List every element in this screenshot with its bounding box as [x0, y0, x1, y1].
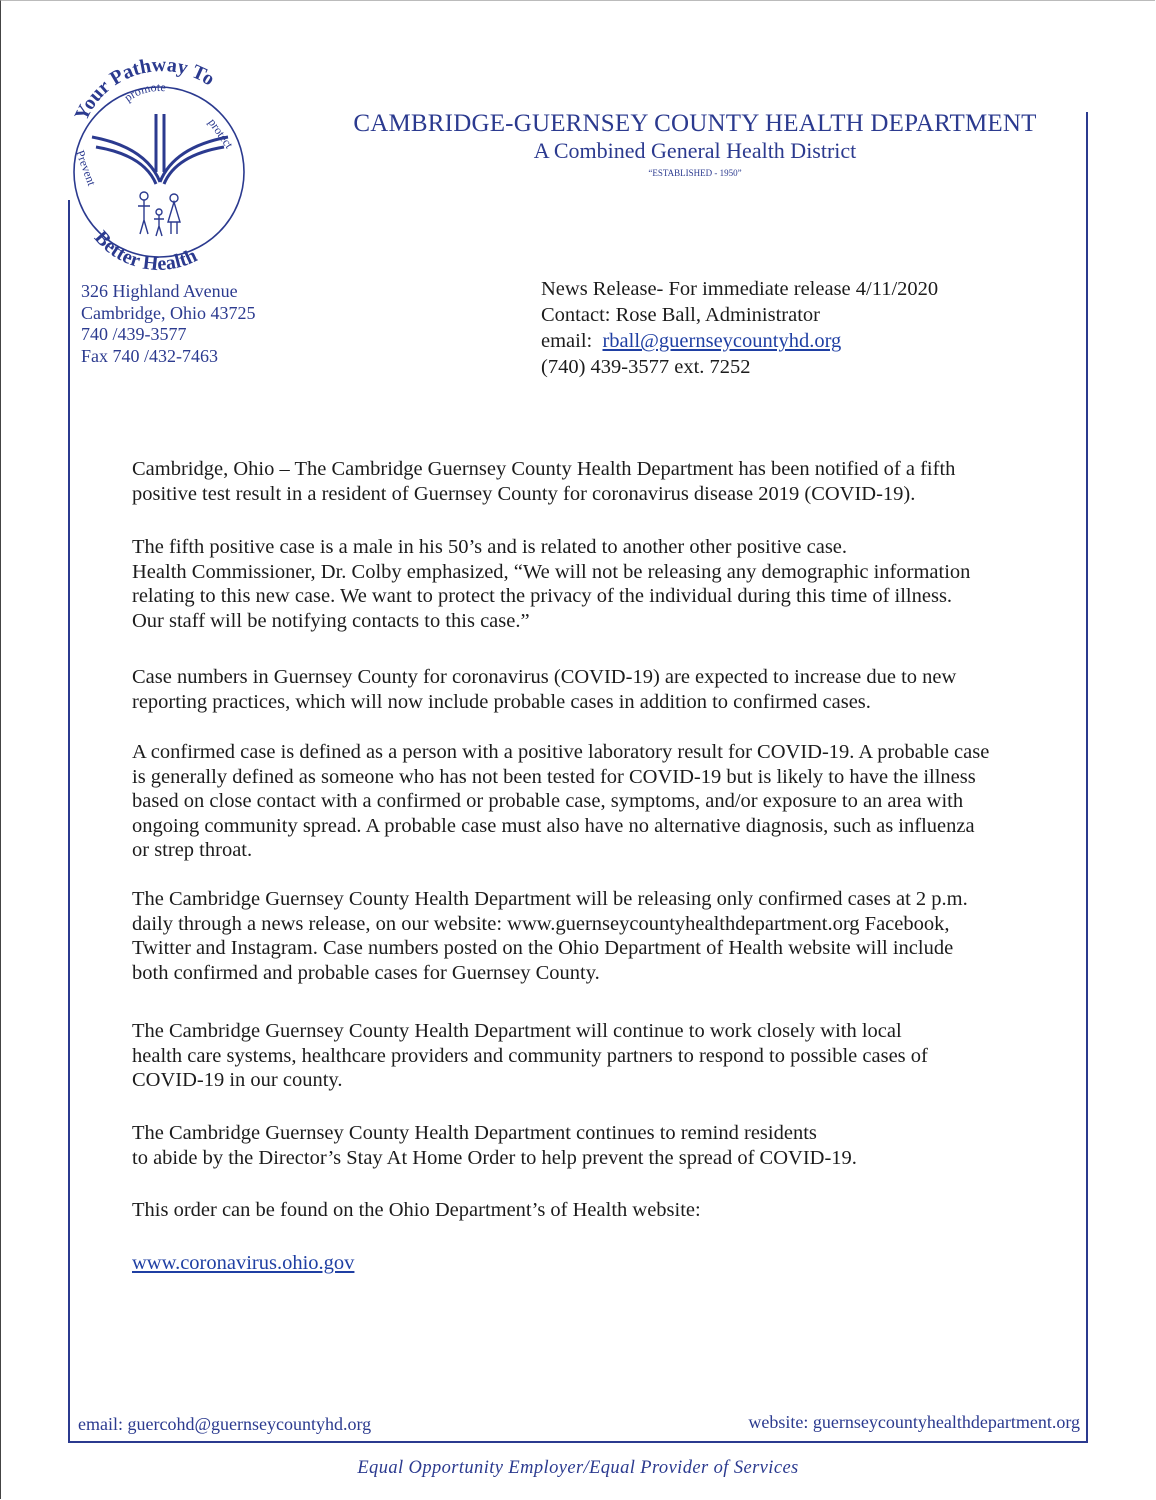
letterhead-right-rule [1086, 112, 1088, 1442]
logo-top-text: Your Pathway To [70, 53, 219, 125]
contact-phone-line: (740) 439-3577 ext. 7252 [541, 356, 751, 378]
footer-equal-opportunity: Equal Opportunity Employer/Equal Provider of Services [357, 1458, 799, 1478]
paragraph-5: The Cambridge Guernsey County Health Department will be releasing only confirmed cases at 2 p.m. daily through a news release, on our website: www.guernseycountyhealthdepartment.org Facebook, Twitter and Instagram. Case numbers posted on the Ohio Department of Health website will include both confirmed and probable cases for Guernsey County. [132, 888, 968, 984]
address-line: 326 Highland Avenue [81, 281, 238, 301]
email-label: email: [541, 330, 603, 352]
paragraph-6: The Cambridge Guernsey County Health Department will continue to work closely with local health care systems, healthcare providers and community partners to respond to possible cases of COVID-19 in our county. [132, 1020, 928, 1091]
contact-email-line [541, 328, 938, 354]
paragraph-3: Case numbers in Guernsey County for coronavirus (COVID-19) are expected to increase due to new reporting practices, which will now include probable cases in addition to confirmed cases. [132, 666, 957, 713]
paragraph-7: The Cambridge Guernsey County Health Department continues to remind residents to abide by the Director’s Stay At Home Order to help prevent the spread of COVID-19. [132, 1122, 857, 1169]
health-department-logo [56, 52, 266, 272]
family-icon [138, 192, 180, 236]
organization-name: CAMBRIDGE-GUERNSEY COUNTY HEALTH DEPARTMENT [353, 110, 1037, 137]
footer-website: website: guernseycountyhealthdepartment.org [748, 1412, 1080, 1432]
phone-line: 740 /439-3577 [81, 324, 187, 344]
logo-prevent-text: Prevent [73, 148, 99, 188]
paragraph-2: The fifth positive case is a male in his 50’s and is related to another other positive case. Health Commissioner, Dr. Colby emphasized, “We will not be releasing any demographic information relating to this new case. We want to protect the privacy of the individual during this time of illness. Our staff will be notifying contacts to this case.” [132, 536, 971, 632]
footer-email: email: guercohd@guernseycountyhd.org [78, 1414, 372, 1434]
paragraph-4: A confirmed case is defined as a person with a positive laboratory result for COVID-19. A probable case is generally defined as someone who has not been tested for COVID-19 but is likely to have the illness based on close contact with a confirmed or probable case, symptoms, and/or exposure to an area with ongoing community spread. A probable case must also have no alternative diagnosis, such as influenza or strep throat. [132, 741, 990, 861]
established-date: “ESTABLISHED - 1950” [648, 168, 742, 178]
paragraph-link [132, 1251, 1077, 1276]
contact-line: Contact: Rose Ball, Administrator [541, 304, 821, 326]
paragraph-1: Cambridge, Ohio – The Cambridge Guernsey County Health Department has been notified of a fifth positive test result in a resident of Guernsey County for coronavirus disease 2019 (COVID-19). [132, 458, 956, 505]
coronavirus-website-link[interactable]: www.coronavirus.ohio.gov [132, 1252, 355, 1274]
logo-bottom-text: Better Health [89, 226, 201, 272]
organization-subtitle: A Combined General Health District [533, 138, 857, 163]
release-info [541, 276, 938, 380]
address-line: Cambridge, Ohio 43725 [81, 302, 256, 323]
release-date-line: News Release- For immediate release 4/11/2020 [541, 278, 939, 300]
contact-email-link[interactable]: rball@guernseycountyhd.org [602, 330, 842, 352]
letterhead-bottom-rule [68, 1441, 1088, 1443]
address-block [81, 281, 255, 367]
logo-promote-text: promote [121, 79, 167, 105]
fax-line: Fax 740 /432-7463 [81, 345, 218, 366]
logo-protect-text: protect [205, 115, 237, 152]
paragraph-8: This order can be found on the Ohio Department’s of Health website: [132, 1199, 701, 1221]
letterhead-left-rule [68, 200, 70, 1442]
